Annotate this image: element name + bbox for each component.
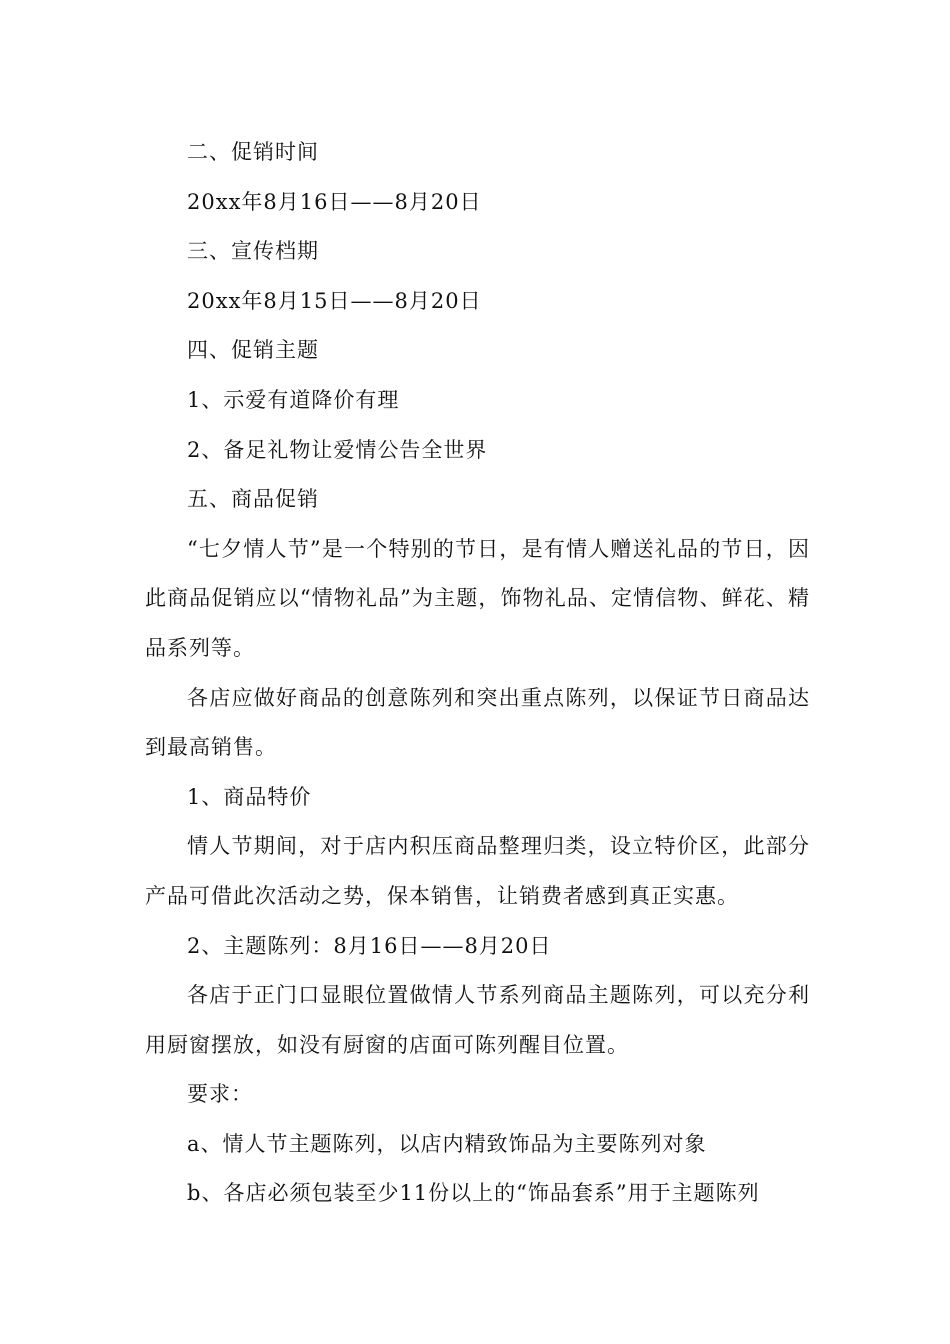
publicity-period-range: 20xx年8月15日——8月20日 [187,288,482,313]
heading-promotion-theme: 四、促销主题 [187,338,319,363]
paragraph-theme-display: 各店于正门口显眼位置做情人节系列商品主题陈列，可以充分利用厨窗摆放，如没有厨窗的店面可陈列醒目位置。 [145,983,810,1057]
heading-promotion-time: 二、促销时间 [187,140,319,164]
theme-item-2: 2、备足礼物让爱情公告全世界 [187,437,488,462]
paragraph-qixi-intro: “七夕情人节”是一个特别的节日，是有情人赠送礼品的节日，因此商品促销应以“情物礼品”为主题，饰物礼品、定情信物、鲜花、精品系列等。 [145,536,810,660]
theme-item-1: 1、示爱有道降价有理 [187,387,400,412]
subheading-theme-display: 2、主题陈列：8月16日——8月20日 [187,933,552,958]
document-body [145,128,810,1219]
requirements-label: 要求： [187,1082,253,1107]
subheading-special-price: 1、商品特价 [187,784,312,809]
promotion-time-range: 20xx年8月16日——8月20日 [187,189,482,214]
paragraph-store-display: 各店应做好商品的创意陈列和突出重点陈列，以保证节日商品达到最高销售。 [145,685,810,760]
requirement-a: a、情人节主题陈列，以店内精致饰品为主要陈列对象 [187,1131,707,1156]
paragraph-special-price: 情人节期间，对于店内积压商品整理归类，设立特价区，此部分产品可借此次活动之势，保本销售，让销费者感到真正实惠。 [145,834,810,908]
heading-product-promotion: 五、商品促销 [187,487,319,512]
heading-publicity-period: 三、宣传档期 [187,239,319,264]
requirement-b: b、各店必须包装至少11份以上的“饰品套系”用于主题陈列 [187,1181,760,1206]
